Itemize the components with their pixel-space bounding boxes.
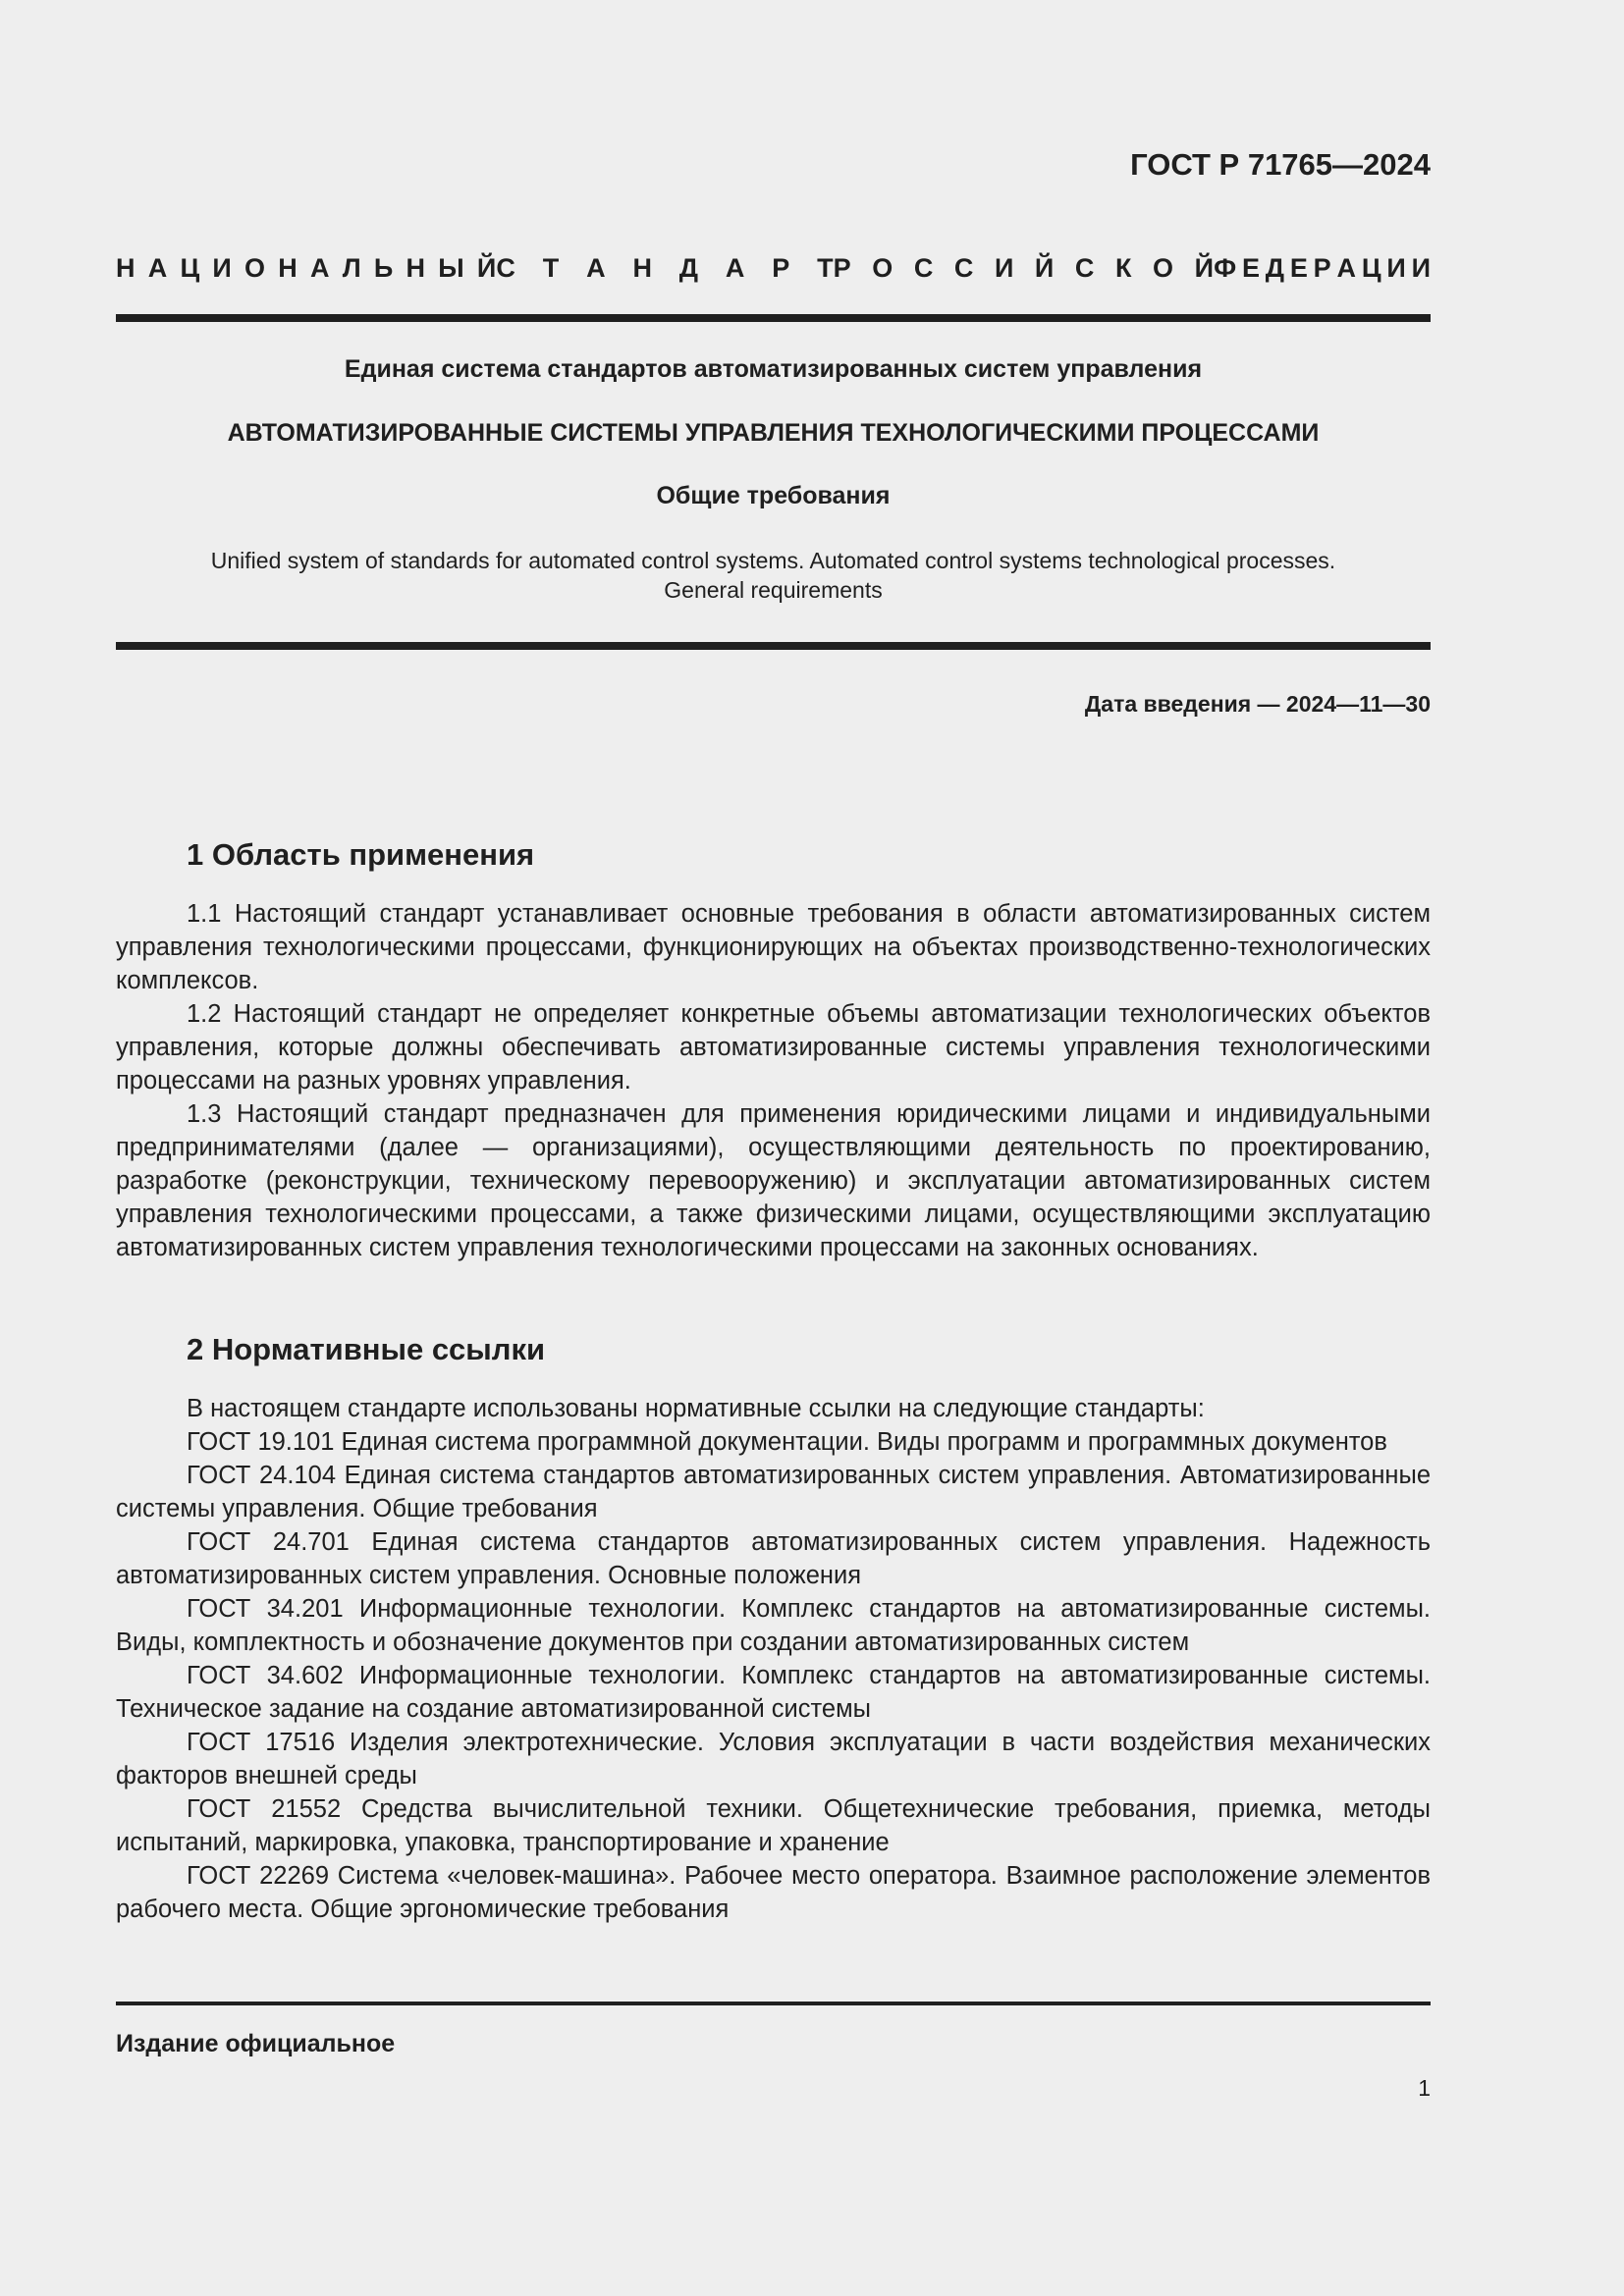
banner-letter: Й [1034, 253, 1055, 283]
banner-letter: С [496, 253, 515, 283]
page-number: 1 [1418, 2075, 1431, 2101]
banner-letter: Ф [1214, 253, 1237, 283]
banner-letter: К [1114, 253, 1132, 283]
paragraph-1-3: 1.3 Настоящий стандарт предназначен для применения юридическими лицами и индивидуальными предпринимателями (далее — организациями), осуществляющими деятельность по проектированию, разработке (реконструкции, техническому перевооружению) и эксплуатации автоматизированных систем управления технологическими процессами, а также физическими лицами, осуществляющими эксплуатацию автоматизированных систем управления технологическими процессами на законных основаниях. [116, 1100, 1431, 1261]
banner-word-1 [116, 253, 496, 284]
banner-letter: С [1074, 253, 1095, 283]
banner-letter: Ц [1361, 253, 1381, 283]
section-1-body [116, 897, 1431, 1264]
banner-letter: И [1386, 253, 1406, 283]
references-intro: В настоящем стандарте использованы нормативные ссылки на следующие стандарты: [187, 1395, 1205, 1422]
banner-letter: А [725, 253, 745, 283]
reference-item: ГОСТ 24.104 Единая система стандартов автоматизированных систем управления. Автоматизированные системы управления. Общие требования [116, 1462, 1431, 1522]
introduction-date: Дата введения — 2024—11—30 [1084, 691, 1431, 717]
banner-letter: И [212, 253, 232, 283]
gost-number: ГОСТ Р 71765—2024 [1130, 147, 1431, 182]
banner-letter: И [1411, 253, 1431, 283]
banner-letter: Е [1241, 253, 1260, 283]
banner-letter: Н [632, 253, 652, 283]
series-title: Единая система стандартов автоматизированных систем управления [344, 355, 1203, 383]
banner-letter: Н [116, 253, 135, 283]
banner-letter: А [586, 253, 606, 283]
top-divider [116, 314, 1431, 322]
banner-word-2 [496, 253, 833, 284]
banner-letter: Д [678, 253, 699, 283]
banner-letter: Й [476, 253, 497, 283]
banner-letter: Ь [373, 253, 394, 283]
title-bottom-divider [116, 642, 1431, 650]
banner-letter: И [994, 253, 1014, 283]
reference-item: ГОСТ 34.201 Информационные технологии. Комплекс стандартов на автоматизированные системы. Виды, комплектность и обозначение документов при создании автоматизированных систем [116, 1595, 1431, 1656]
reference-item: ГОСТ 22269 Система «человек-машина». Рабочее место оператора. Взаимное расположение элементов рабочего места. Общие эргономические требования [116, 1862, 1431, 1923]
banner-letter: Р [833, 253, 851, 283]
banner-word-4 [1214, 253, 1431, 284]
banner-letter: Л [342, 253, 361, 283]
english-title [116, 546, 1431, 605]
official-edition-label: Издание официальное [116, 2030, 396, 2057]
main-title: АВТОМАТИЗИРОВАННЫЕ СИСТЕМЫ УПРАВЛЕНИЯ ТЕХНОЛОГИЧЕСКИМИ ПРОЦЕССАМИ [227, 419, 1320, 447]
banner-letter: Й [1194, 253, 1214, 283]
banner-letter: Д [1265, 253, 1285, 283]
banner-letter: Е [1289, 253, 1308, 283]
banner-letter: А [1336, 253, 1356, 283]
banner-letter: А [147, 253, 168, 283]
banner-letter: О [872, 253, 893, 283]
paragraph-1-1: 1.1 Настоящий стандарт устанавливает основные требования в области автоматизированных систем управления технологическими процессами, функционирующих на объектах производственно-технологических комплексов. [116, 900, 1431, 994]
footer-divider [116, 2002, 1431, 2005]
reference-item: ГОСТ 34.602 Информационные технологии. Комплекс стандартов на автоматизированные системы. Техническое задание на создание автоматизированной системы [116, 1662, 1431, 1723]
document-page [116, 0, 1431, 2296]
english-title-line-1: Unified system of standards for automated control systems. Automated control systems technological processes. [210, 548, 1336, 573]
banner-letter: Т [542, 253, 560, 283]
banner-letter: С [953, 253, 974, 283]
banner-letter: Р [772, 253, 790, 283]
banner-letter: Н [406, 253, 425, 283]
section-2-heading: 2 Нормативные ссылки [187, 1332, 546, 1366]
subtitle: Общие требования [656, 482, 891, 509]
national-standard-banner [116, 253, 1431, 284]
banner-letter: Н [278, 253, 298, 283]
reference-item: ГОСТ 21552 Средства вычислительной техники. Общетехнические требования, приемка, методы испытаний, маркировка, упаковка, транспортирование и хранение [116, 1795, 1431, 1856]
section-1-heading: 1 Область применения [187, 837, 535, 872]
banner-letter: Р [1313, 253, 1331, 283]
reference-item: ГОСТ 24.701 Единая система стандартов автоматизированных систем управления. Надежность автоматизированных систем управления. Основные положения [116, 1528, 1431, 1589]
banner-word-3 [834, 253, 1214, 284]
paragraph-1-2: 1.2 Настоящий стандарт не определяет конкретные объемы автоматизации технологических объектов управления, которые должны обеспечивать автоматизированные системы управления технологическими процессами на разных уровнях управления. [116, 1000, 1431, 1095]
banner-letter: О [1153, 253, 1174, 283]
section-2-body [116, 1392, 1431, 1926]
banner-letter: О [244, 253, 266, 283]
banner-letter: Ы [438, 253, 464, 283]
banner-letter: Ц [180, 253, 200, 283]
banner-letter: С [913, 253, 934, 283]
banner-letter: А [309, 253, 330, 283]
reference-item: ГОСТ 17516 Изделия электротехнические. Условия эксплуатации в части воздействия механических факторов внешней среды [116, 1729, 1431, 1789]
reference-item: ГОСТ 19.101 Единая система программной документации. Виды программ и программных документов [187, 1428, 1387, 1456]
banner-letter: Т [817, 253, 834, 283]
english-title-line-2: General requirements [664, 577, 883, 603]
